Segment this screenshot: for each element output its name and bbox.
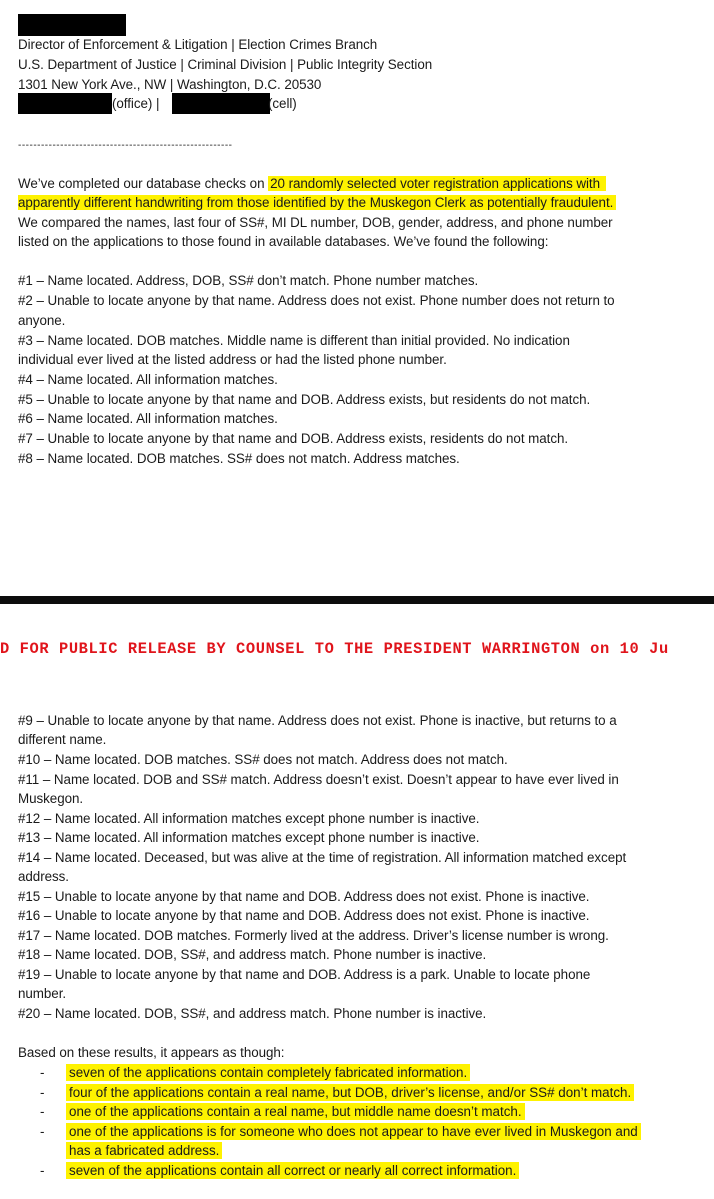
result-line: address. <box>18 869 69 884</box>
highlighted-text: seven of the applications contain completely fabricated information. <box>66 1064 470 1081</box>
cell-label: (cell) <box>268 96 297 111</box>
intro-line-4: listed on the applications to those found in available databases. We’ve found the following: <box>18 234 549 249</box>
result-line: #2 – Unable to locate anyone by that name. Address does not exist. Phone number does not return to <box>18 293 615 308</box>
result-line: #18 – Name located. DOB, SS#, and address match. Phone number is inactive. <box>18 947 487 962</box>
department-line: U.S. Department of Justice | Criminal Division | Public Integrity Section <box>18 57 433 72</box>
result-line: #7 – Unable to locate anyone by that name and DOB. Address exists, residents do not match. <box>18 431 569 446</box>
conclusion-item <box>66 1063 470 1083</box>
office-label: (office) | <box>112 96 160 111</box>
intro-line-3: We compared the names, last four of SS#, MI DL number, DOB, gender, address, and phone number <box>18 215 613 230</box>
conclusion-lead: Based on these results, it appears as though: <box>18 1045 285 1060</box>
result-line: #5 – Unable to locate anyone by that name and DOB. Address exists, but residents do not match. <box>18 392 591 407</box>
release-banner: D FOR PUBLIC RELEASE BY COUNSEL TO THE PRESIDENT WARRINGTON on 10 Ju <box>0 640 669 658</box>
result-line: #9 – Unable to locate anyone by that name. Address does not exist. Phone is inactive, but returns to a <box>18 713 617 728</box>
redacted-cell-phone <box>172 93 270 114</box>
result-line: #16 – Unable to locate anyone by that name and DOB. Address does not exist. Phone is inactive. <box>18 908 590 923</box>
document-page-top <box>0 0 714 596</box>
result-line: number. <box>18 986 67 1001</box>
redacted-office-phone <box>18 93 112 114</box>
highlighted-text: has a fabricated address. <box>66 1142 222 1159</box>
conclusion-item-continued <box>66 1141 222 1161</box>
separator-line: -------------------------------------------------------- <box>18 140 233 151</box>
result-line: #14 – Name located. Deceased, but was alive at the time of registration. All information matched except <box>18 850 627 865</box>
result-line: #20 – Name located. DOB, SS#, and address match. Phone number is inactive. <box>18 1006 487 1021</box>
result-line: different name. <box>18 732 107 747</box>
result-line: #8 – Name located. DOB matches. SS# does not match. Address matches. <box>18 451 460 466</box>
bullet-dash: - <box>40 1085 45 1100</box>
document-page-bottom <box>0 604 714 1199</box>
result-line: #6 – Name located. All information matches. <box>18 411 278 426</box>
address-line: 1301 New York Ave., NW | Washington, D.C. 20530 <box>18 77 322 92</box>
result-line: Muskegon. <box>18 791 84 806</box>
result-line: #10 – Name located. DOB matches. SS# does not match. Address does not match. <box>18 752 508 767</box>
intro-line-2 <box>18 193 616 213</box>
result-line: anyone. <box>18 313 66 328</box>
highlighted-text: four of the applications contain a real name, but DOB, driver’s license, and/or SS# don’t match. <box>66 1084 634 1101</box>
bullet-dash: - <box>40 1124 45 1139</box>
conclusion-item <box>66 1161 519 1181</box>
signature-title-line: Director of Enforcement & Litigation | Election Crimes Branch <box>18 37 378 52</box>
result-line: #11 – Name located. DOB and SS# match. Address doesn’t exist. Doesn’t appear to have ever lived in <box>18 772 619 787</box>
highlighted-text: 20 randomly selected voter registration applications with <box>268 176 606 191</box>
highlighted-text: one of the applications contain a real name, but middle name doesn’t match. <box>66 1103 525 1120</box>
bullet-dash: - <box>40 1065 45 1080</box>
page-divider <box>0 596 714 604</box>
conclusion-item <box>66 1083 634 1103</box>
highlighted-text: apparently different handwriting from those identified by the Muskegon Clerk as potentially fraudulent. <box>18 195 616 210</box>
result-line: #4 – Name located. All information matches. <box>18 372 278 387</box>
bullet-dash: - <box>40 1163 45 1178</box>
highlighted-text: seven of the applications contain all correct or nearly all correct information. <box>66 1162 519 1179</box>
conclusion-item <box>66 1102 525 1122</box>
result-line: #3 – Name located. DOB matches. Middle name is different than initial provided. No indication <box>18 333 570 348</box>
result-line: #13 – Name located. All information matches except phone number is inactive. <box>18 830 480 845</box>
intro-plain-text: We’ve completed our database checks on <box>18 176 269 191</box>
result-line: #1 – Name located. Address, DOB, SS# don’t match. Phone number matches. <box>18 273 479 288</box>
result-line: #15 – Unable to locate anyone by that name and DOB. Address does not exist. Phone is inactive. <box>18 889 590 904</box>
result-line: #19 – Unable to locate anyone by that name and DOB. Address is a park. Unable to locate phone <box>18 967 591 982</box>
bullet-dash: - <box>40 1104 45 1119</box>
result-line: #12 – Name located. All information matches except phone number is inactive. <box>18 811 480 826</box>
result-line: individual ever lived at the listed address or had the listed phone number. <box>18 352 447 367</box>
redacted-name-block <box>18 14 126 36</box>
intro-line-1 <box>18 174 606 194</box>
result-line: #17 – Name located. DOB matches. Formerly lived at the address. Driver’s license number is wrong. <box>18 928 609 943</box>
conclusion-item <box>66 1122 641 1142</box>
highlighted-text: one of the applications is for someone who does not appear to have ever lived in Muskegon and <box>66 1123 641 1140</box>
